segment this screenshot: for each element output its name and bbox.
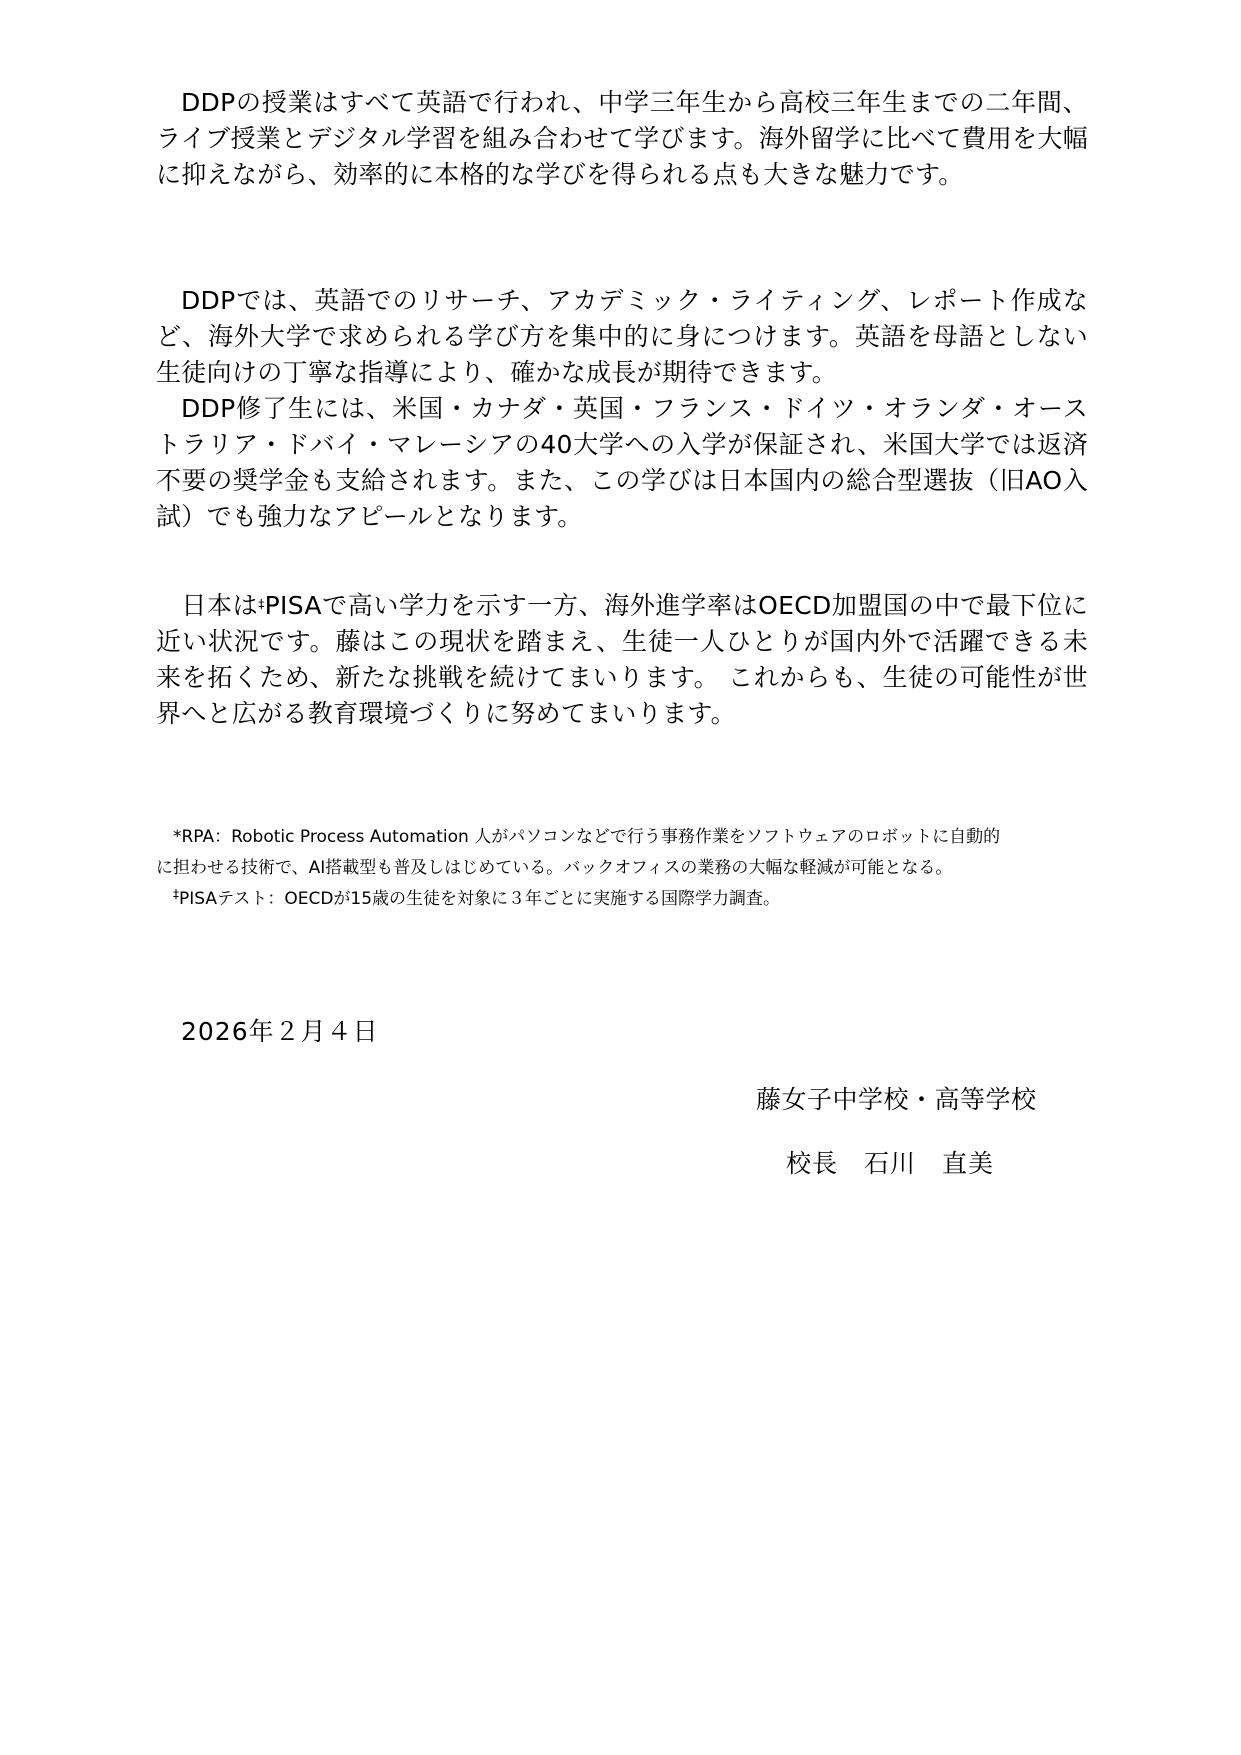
- paragraph-japan-pisa: [156, 588, 1088, 732]
- paragraph-ddp-graduates-text: DDP修了生には、米国・カナダ・英国・フランス・ドイツ・オランダ・オーストラリア・ドバイ・マレーシアの40大学への入学が保証され、米国大学では返済不要の奨学金も支給されます。また、この学びは日本国内の総合型選抜（旧AO入試）でも強力なアピールとなります。: [156, 394, 1088, 531]
- letter-date: 2026年２月４日: [181, 1017, 379, 1046]
- footnotes: [156, 822, 1088, 915]
- paragraph-ddp-overview: [156, 85, 1088, 193]
- footnote-pisa-text: PISAテスト：OECDが15歳の生徒を対象に３年ごとに実施する国際学力調査。: [179, 889, 781, 909]
- paragraph-ddp-skills-text: DDPでは、英語でのリサーチ、アカデミック・ライティング、レポート作成など、海外大学で求められる学び方を集中的に身につけます。英語を母語としない生徒向けの丁寧な指導により、確かな成長が期待できます。: [156, 286, 1088, 387]
- footnote-pisa: [156, 884, 1088, 915]
- footnote-rpa-line-1: [156, 822, 1088, 853]
- paragraph-japan-pisa-text: PISAで高い学力を示す一方、海外進学率はOECD加盟国の中で最下位に近い状況です。藤はこの現状を踏まえ、生徒一人ひとりが国内外で活躍できる未来を拓くため、新たな挑戦を続けてまいります。 これからも、生徒の可能性が世界へと広がる教育環境づくりに努めてまいります。: [156, 591, 1088, 728]
- school-name: 藤女子中学校・高等学校: [756, 1085, 1037, 1114]
- paragraph-japan-pisa-lead: 日本は: [181, 591, 259, 620]
- principal-signature: 校長 石川 直美: [786, 1149, 995, 1178]
- pisa-footnote-marker: ‡: [258, 597, 265, 611]
- paragraph-ddp-overview-text: DDPの授業はすべて英語で行われ、中学三年生から高校三年生までの二年間、ライブ授業とデジタル学習を組み合わせて学びます。海外留学に比べて費用を大幅に抑えながら、効率的に本格的な学びを得られる点も大きな魅力です。: [156, 88, 1088, 189]
- footnote-pisa-marker: ‡: [173, 887, 179, 901]
- footnote-rpa-text-1: *RPA：Robotic Process Automation 人がパソコンなどで行う事務作業をソフトウェアのロボットに自動的: [173, 827, 1001, 847]
- paragraph-ddp-skills: [156, 283, 1088, 535]
- footnote-rpa-line-2: に担わせる技術で、AI搭載型も普及しはじめている。バックオフィスの業務の大幅な軽減が可能となる。: [156, 858, 953, 878]
